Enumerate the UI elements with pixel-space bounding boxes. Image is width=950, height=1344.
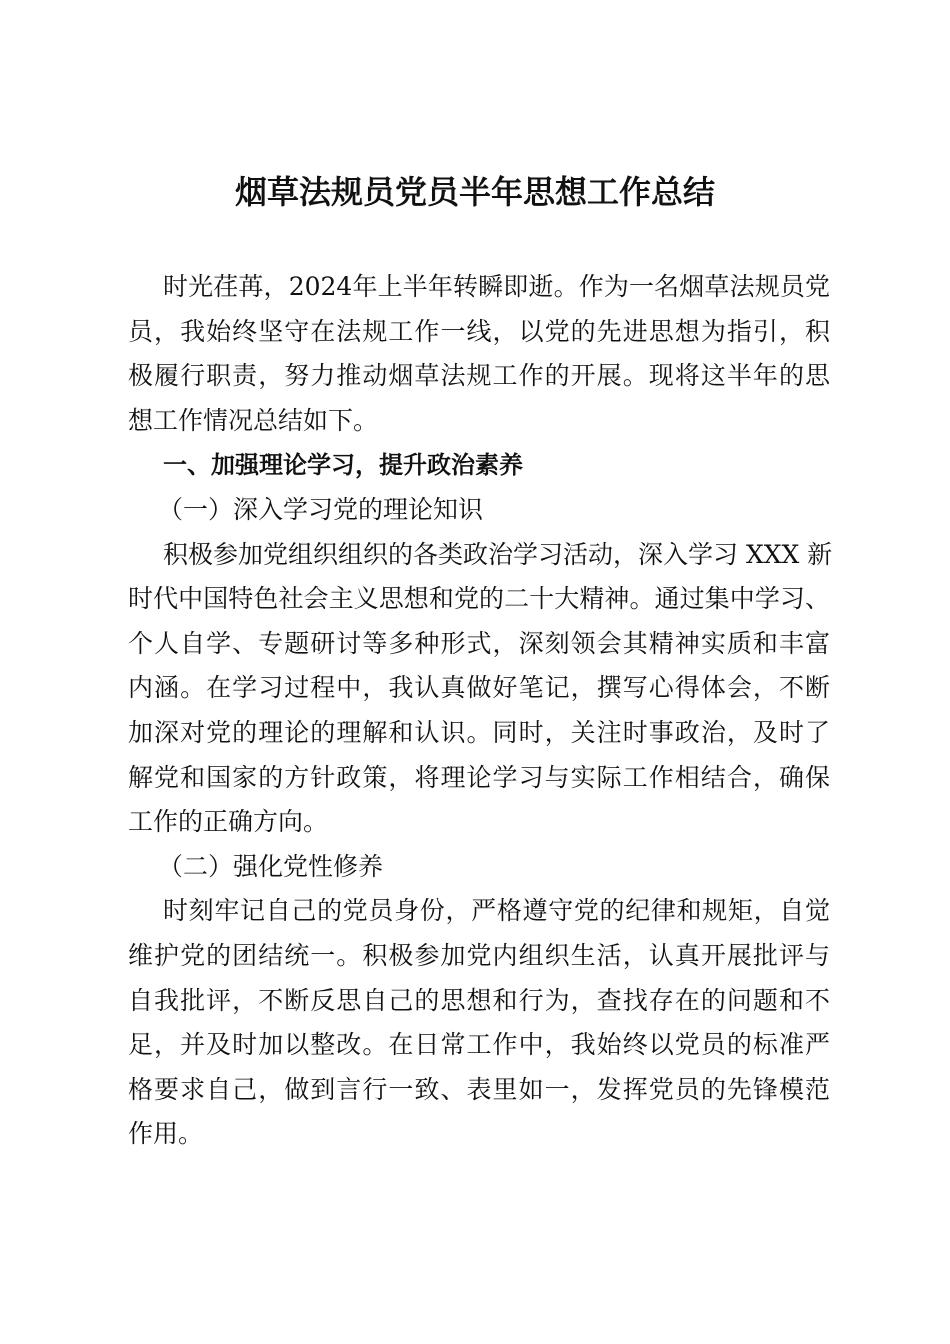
text-line: 加深对党的理论的理解和认识。同时，关注时事政治，及时了 — [128, 717, 830, 747]
intro-paragraph — [128, 265, 830, 443]
document-body — [128, 265, 833, 1157]
text-line: 积极参加党组织组织的各类政治学习活动，深入学习 XXX 新 — [163, 539, 833, 569]
subsection-paragraph — [128, 889, 830, 1157]
text-line: 足，并及时加以整改。在日常工作中，我始终以党员的标准严 — [128, 1030, 830, 1060]
text-line: 极履行职责，努力推动烟草法规工作的开展。现将这半年的思 — [128, 361, 830, 391]
text-line: 解党和国家的方针政策，将理论学习与实际工作相结合，确保 — [128, 762, 830, 792]
text-line: 想工作情况总结如下。 — [128, 405, 379, 435]
text-line: 员，我始终坚守在法规工作一线，以党的先进思想为指引，积 — [128, 316, 830, 346]
subsection-heading: （二）强化党性修养 — [158, 851, 384, 881]
subsection-heading: （一）深入学习党的理论知识 — [158, 494, 484, 524]
text-line: 时刻牢记自己的党员身份，严格遵守党的纪律和规矩，自觉 — [163, 896, 830, 926]
text-line: 作用。 — [128, 1119, 204, 1149]
text-line: 维护党的团结统一。积极参加党内组织生活，认真开展批评与 — [128, 940, 830, 970]
subsection-paragraph — [128, 533, 833, 845]
text-line: 格要求自己，做到言行一致、表里如一，发挥党员的先锋模范 — [128, 1074, 830, 1104]
text-line: 个人自学、专题研讨等多种形式，深刻领会其精神实质和丰富 — [128, 628, 830, 658]
section-heading: 一、加强理论学习，提升政治素养 — [163, 451, 523, 480]
document-title: 烟草法规员党员半年思想工作总结 — [234, 173, 715, 211]
text-line: 时光荏苒，2024年上半年转瞬即逝。作为一名烟草法规员党 — [163, 272, 830, 301]
text-line: 工作的正确方向。 — [128, 807, 329, 837]
text-line: 时代中国特色社会主义思想和党的二十大精神。通过集中学习、 — [128, 584, 830, 614]
text-line: 自我批评，不断反思自己的思想和行为，查找存在的问题和不 — [128, 985, 830, 1015]
text-line: 内涵。在学习过程中，我认真做好笔记，撰写心得体会，不断 — [128, 673, 830, 703]
